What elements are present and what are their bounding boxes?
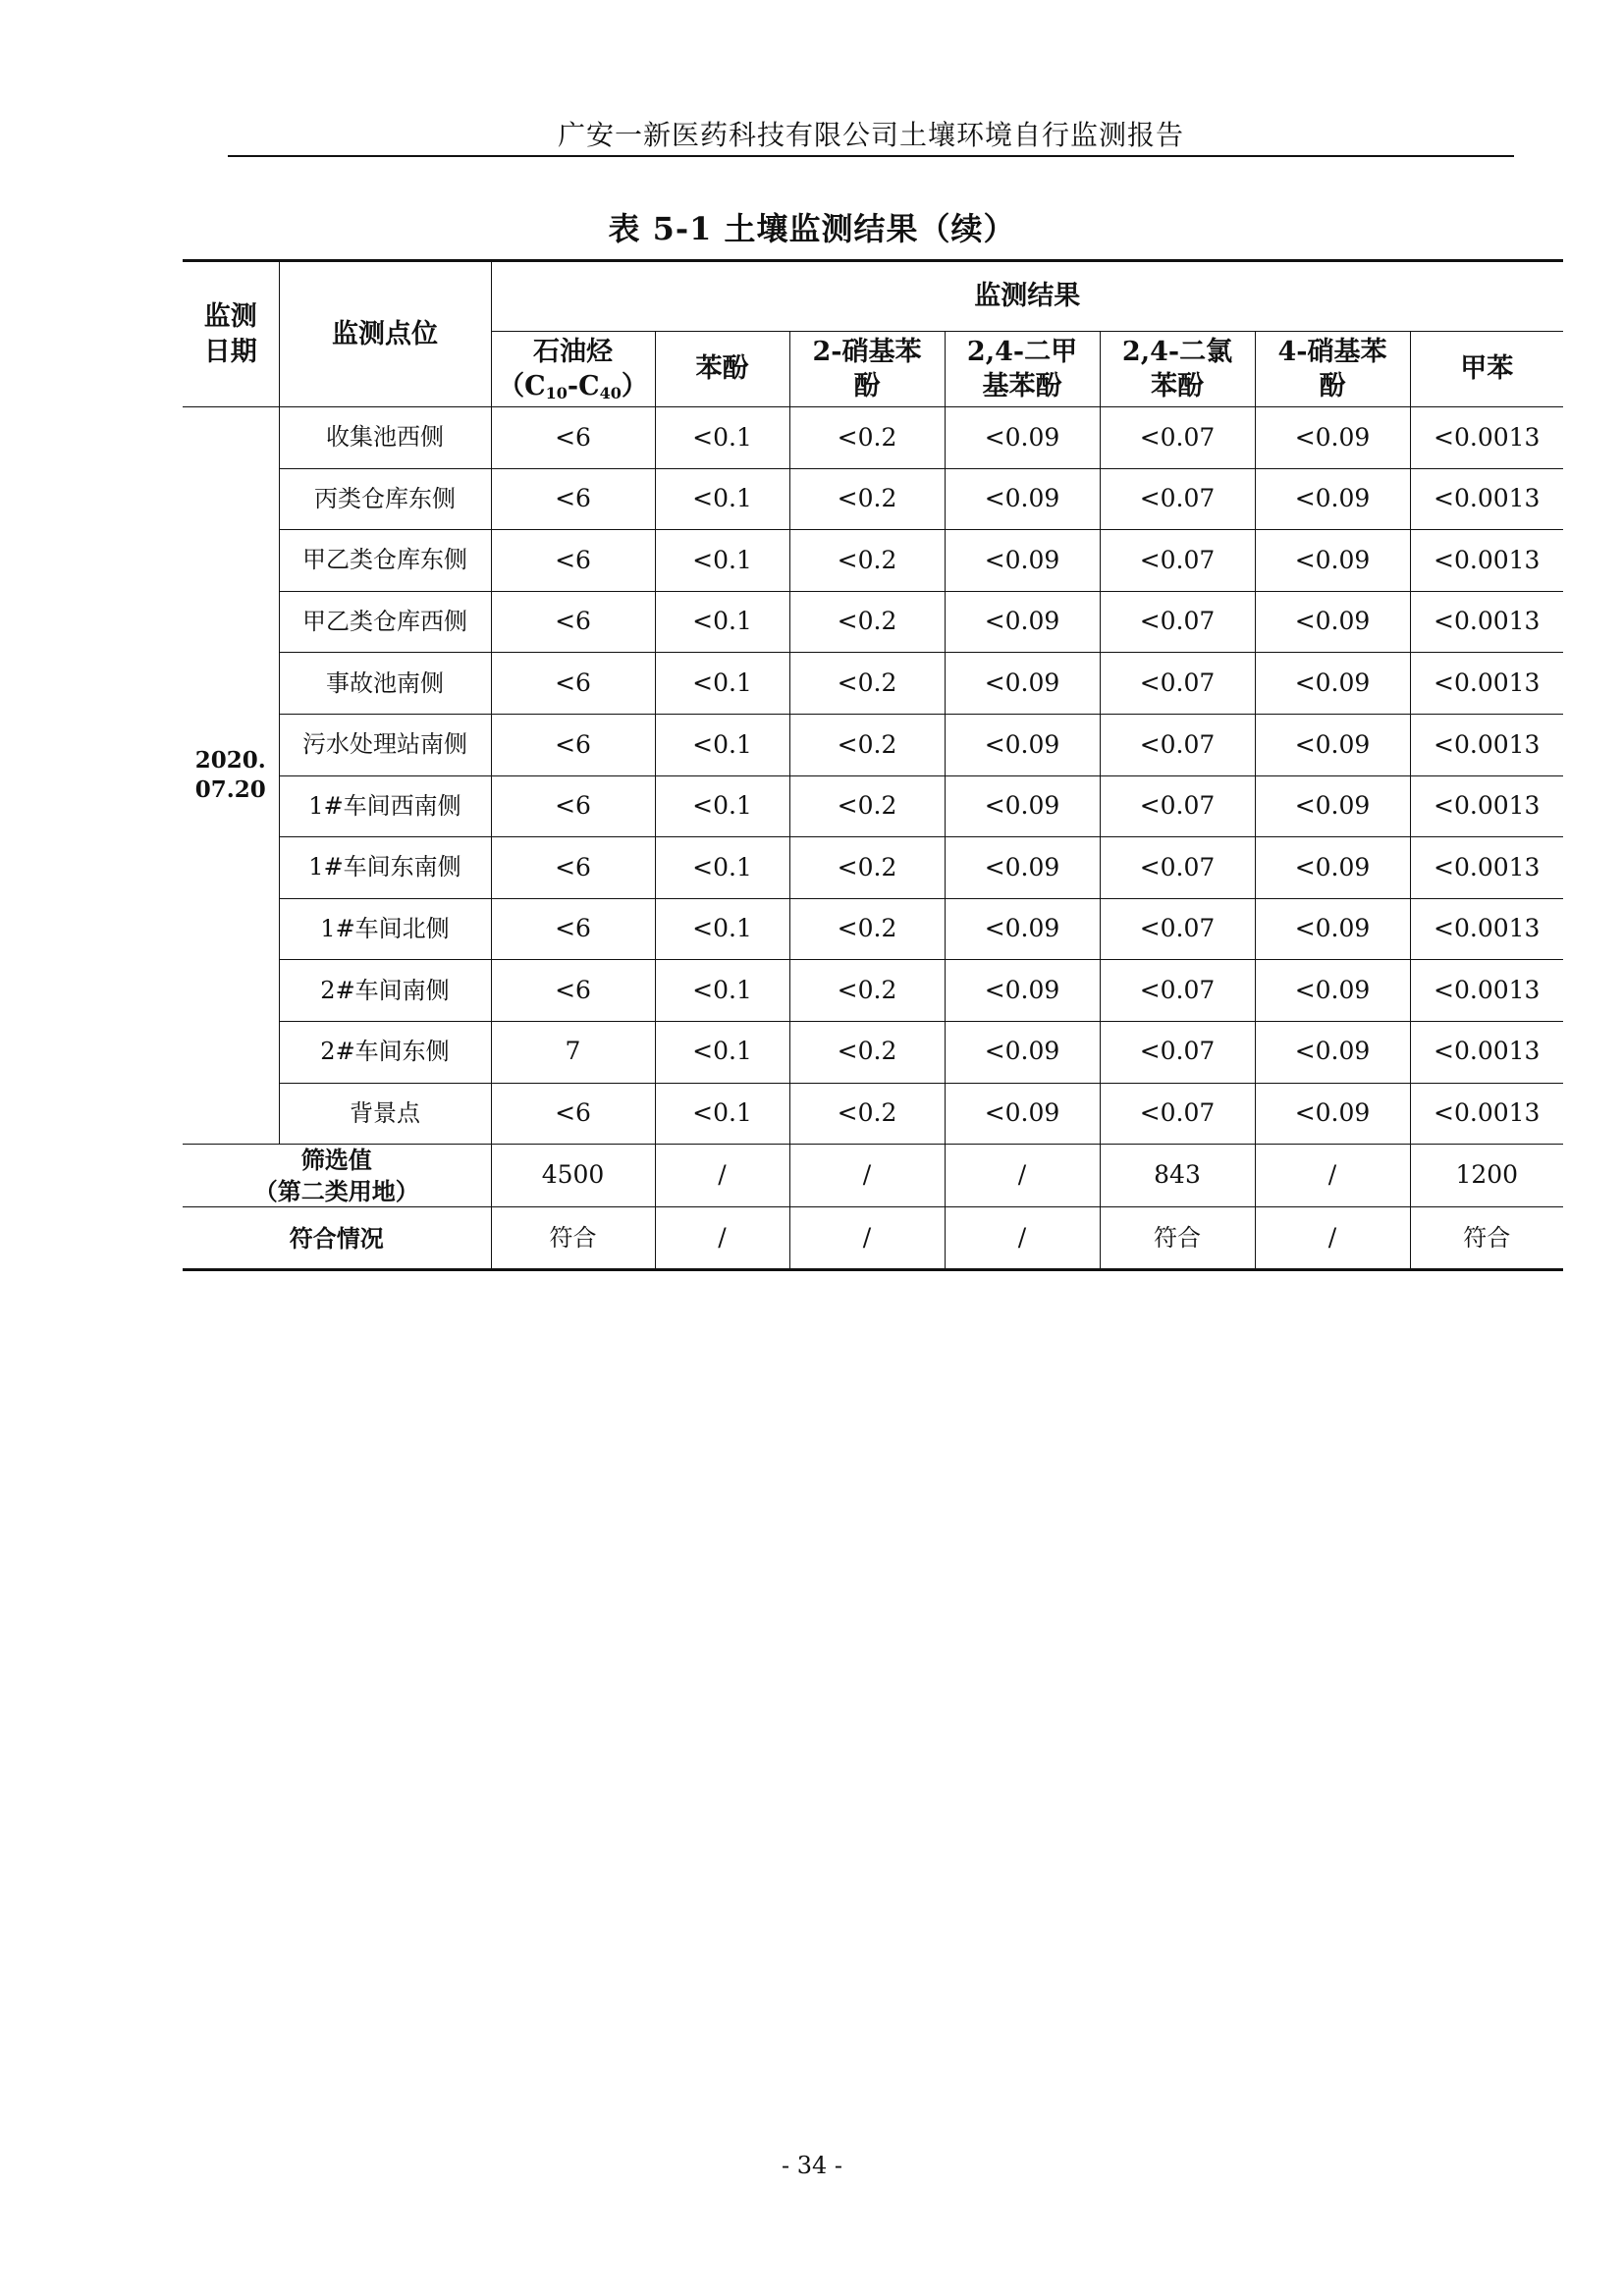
header-results-group: 监测结果 — [491, 261, 1563, 332]
row-value: <6 — [491, 714, 655, 775]
row-location: 甲乙类仓库东侧 — [279, 530, 491, 592]
row-value: <0.09 — [1255, 653, 1410, 715]
row-value: <0.0013 — [1410, 837, 1563, 899]
compliance-label: 符合情况 — [183, 1207, 491, 1270]
row-value: <0.07 — [1100, 468, 1255, 530]
row-location: 2#车间南侧 — [279, 960, 491, 1022]
row-location: 1#车间东南侧 — [279, 837, 491, 899]
table-row — [183, 407, 1563, 469]
header-col-2-4-dimethylphenol: 2,4-二甲 基苯酚 — [945, 332, 1100, 407]
table-row — [183, 775, 1563, 837]
row-value: <0.07 — [1100, 1021, 1255, 1083]
running-header: 广安一新医药科技有限公司土壤环境自行监测报告 — [557, 119, 1184, 151]
table-row — [183, 1021, 1563, 1083]
row-value: <0.09 — [1255, 468, 1410, 530]
row-value: <0.09 — [945, 775, 1100, 837]
row-value: <0.2 — [789, 775, 945, 837]
header-col-4-nitrophenol: 4-硝基苯 酚 — [1255, 332, 1410, 407]
row-value: <0.2 — [789, 530, 945, 592]
soil-monitoring-results-table — [183, 259, 1563, 1271]
header-location: 监测点位 — [279, 261, 491, 407]
row-value: <0.0013 — [1410, 775, 1563, 837]
row-value: <0.1 — [655, 1021, 789, 1083]
row-value: <0.09 — [945, 837, 1100, 899]
row-value: <0.09 — [1255, 775, 1410, 837]
table-row — [183, 1083, 1563, 1145]
row-value: <0.09 — [1255, 714, 1410, 775]
row-value: <0.2 — [789, 1083, 945, 1145]
row-location: 1#车间北侧 — [279, 898, 491, 960]
row-value: <0.09 — [945, 960, 1100, 1022]
row-value: 7 — [491, 1021, 655, 1083]
compliance-value: 符合 — [491, 1207, 655, 1270]
screening-value: 4500 — [491, 1145, 655, 1207]
row-value: <6 — [491, 468, 655, 530]
row-value: <0.09 — [1255, 960, 1410, 1022]
row-value: <6 — [491, 591, 655, 653]
row-value: <0.07 — [1100, 591, 1255, 653]
row-value: <0.09 — [945, 714, 1100, 775]
row-value: <0.0013 — [1410, 407, 1563, 469]
row-location: 丙类仓库东侧 — [279, 468, 491, 530]
row-value: <0.1 — [655, 960, 789, 1022]
row-value: <0.07 — [1100, 530, 1255, 592]
row-value: <0.2 — [789, 960, 945, 1022]
row-value: <0.2 — [789, 714, 945, 775]
row-location: 2#车间东侧 — [279, 1021, 491, 1083]
row-value: <0.07 — [1100, 653, 1255, 715]
screening-value: / — [945, 1145, 1100, 1207]
row-value: <0.09 — [1255, 837, 1410, 899]
header-col-2-4-dichlorophenol: 2,4-二氯 苯酚 — [1100, 332, 1255, 407]
compliance-value: 符合 — [1100, 1207, 1255, 1270]
row-value: <0.0013 — [1410, 1083, 1563, 1145]
screening-value: 1200 — [1410, 1145, 1563, 1207]
row-value: <0.09 — [1255, 1021, 1410, 1083]
screening-value-label: 筛选值 （第二类用地） — [183, 1145, 491, 1207]
screening-value: / — [655, 1145, 789, 1207]
header-col-petroleum-line1: 石油烃 — [533, 336, 613, 367]
table-row — [183, 837, 1563, 899]
row-value: <0.1 — [655, 468, 789, 530]
row-location: 甲乙类仓库西侧 — [279, 591, 491, 653]
table-row — [183, 898, 1563, 960]
row-value: <0.1 — [655, 591, 789, 653]
page-number: - 34 - — [781, 2152, 842, 2179]
row-value: <0.1 — [655, 714, 789, 775]
row-value: <6 — [491, 837, 655, 899]
screening-value-row — [183, 1145, 1563, 1207]
row-location: 收集池西侧 — [279, 407, 491, 469]
compliance-row — [183, 1207, 1563, 1270]
row-value: <0.09 — [945, 653, 1100, 715]
header-date — [183, 261, 279, 407]
table-row — [183, 530, 1563, 592]
row-value: <0.1 — [655, 653, 789, 715]
header-row-1 — [183, 261, 1563, 332]
table-row — [183, 468, 1563, 530]
row-location: 1#车间西南侧 — [279, 775, 491, 837]
row-value: <0.09 — [1255, 530, 1410, 592]
row-value: <0.09 — [945, 1083, 1100, 1145]
row-value: <0.0013 — [1410, 714, 1563, 775]
row-value: <0.0013 — [1410, 898, 1563, 960]
row-value: <0.07 — [1100, 714, 1255, 775]
row-value: <0.07 — [1100, 407, 1255, 469]
row-location: 事故池南侧 — [279, 653, 491, 715]
compliance-value: / — [789, 1207, 945, 1270]
row-value: <0.09 — [1255, 898, 1410, 960]
row-value: <6 — [491, 960, 655, 1022]
row-value: <0.09 — [945, 468, 1100, 530]
screening-value: 843 — [1100, 1145, 1255, 1207]
row-value: <0.09 — [945, 898, 1100, 960]
sampling-date: 2020. 07.20 — [183, 407, 279, 1145]
row-location: 背景点 — [279, 1083, 491, 1145]
row-value: <6 — [491, 653, 655, 715]
row-value: <0.0013 — [1410, 653, 1563, 715]
compliance-value: / — [655, 1207, 789, 1270]
row-value: <0.09 — [1255, 1083, 1410, 1145]
row-value: <0.07 — [1100, 837, 1255, 899]
compliance-value: 符合 — [1410, 1207, 1563, 1270]
row-value: <6 — [491, 1083, 655, 1145]
header-col-2-nitrophenol: 2-硝基苯 酚 — [789, 332, 945, 407]
header-col-toluene: 甲苯 — [1410, 332, 1563, 407]
row-value: <0.0013 — [1410, 960, 1563, 1022]
row-value: <6 — [491, 407, 655, 469]
row-value: <0.09 — [1255, 407, 1410, 469]
row-value: <0.2 — [789, 898, 945, 960]
row-value: <0.09 — [945, 530, 1100, 592]
row-value: <0.07 — [1100, 775, 1255, 837]
row-value: <0.2 — [789, 591, 945, 653]
header-col-phenol: 苯酚 — [655, 332, 789, 407]
compliance-value: / — [945, 1207, 1100, 1270]
row-value: <0.1 — [655, 530, 789, 592]
row-value: <0.09 — [945, 591, 1100, 653]
row-value: <0.2 — [789, 837, 945, 899]
header-date-line2: 日期 — [203, 336, 257, 367]
row-value: <6 — [491, 775, 655, 837]
row-value: <0.1 — [655, 1083, 789, 1145]
row-value: <0.2 — [789, 1021, 945, 1083]
table-row — [183, 960, 1563, 1022]
row-value: <0.0013 — [1410, 591, 1563, 653]
row-value: <0.07 — [1100, 1083, 1255, 1145]
header-col-petroleum-hydrocarbons — [491, 332, 655, 407]
row-location: 污水处理站南侧 — [279, 714, 491, 775]
table-row — [183, 591, 1563, 653]
row-value: <0.2 — [789, 468, 945, 530]
row-value: <0.0013 — [1410, 1021, 1563, 1083]
row-value: <0.1 — [655, 837, 789, 899]
row-value: <0.2 — [789, 407, 945, 469]
row-value: <0.1 — [655, 898, 789, 960]
header-date-line1: 监测 — [203, 301, 257, 333]
row-value: <6 — [491, 898, 655, 960]
row-value: <0.0013 — [1410, 468, 1563, 530]
row-value: <0.09 — [945, 407, 1100, 469]
row-value: <0.0013 — [1410, 530, 1563, 592]
row-value: <0.1 — [655, 407, 789, 469]
row-value: <0.2 — [789, 653, 945, 715]
row-value: <0.1 — [655, 775, 789, 837]
row-value: <0.07 — [1100, 960, 1255, 1022]
screening-value: / — [1255, 1145, 1410, 1207]
table-row — [183, 714, 1563, 775]
row-value: <6 — [491, 530, 655, 592]
screening-value: / — [789, 1145, 945, 1207]
row-value: <0.09 — [1255, 591, 1410, 653]
table-title: 表 5-1 土壤监测结果（续） — [608, 210, 1016, 247]
row-value: <0.07 — [1100, 898, 1255, 960]
header-col-petroleum-line2: $(C_{10}-C_{40})$ — [498, 371, 648, 402]
row-value: <0.09 — [945, 1021, 1100, 1083]
table-row — [183, 653, 1563, 715]
compliance-value: / — [1255, 1207, 1410, 1270]
header-rule — [228, 155, 1514, 157]
